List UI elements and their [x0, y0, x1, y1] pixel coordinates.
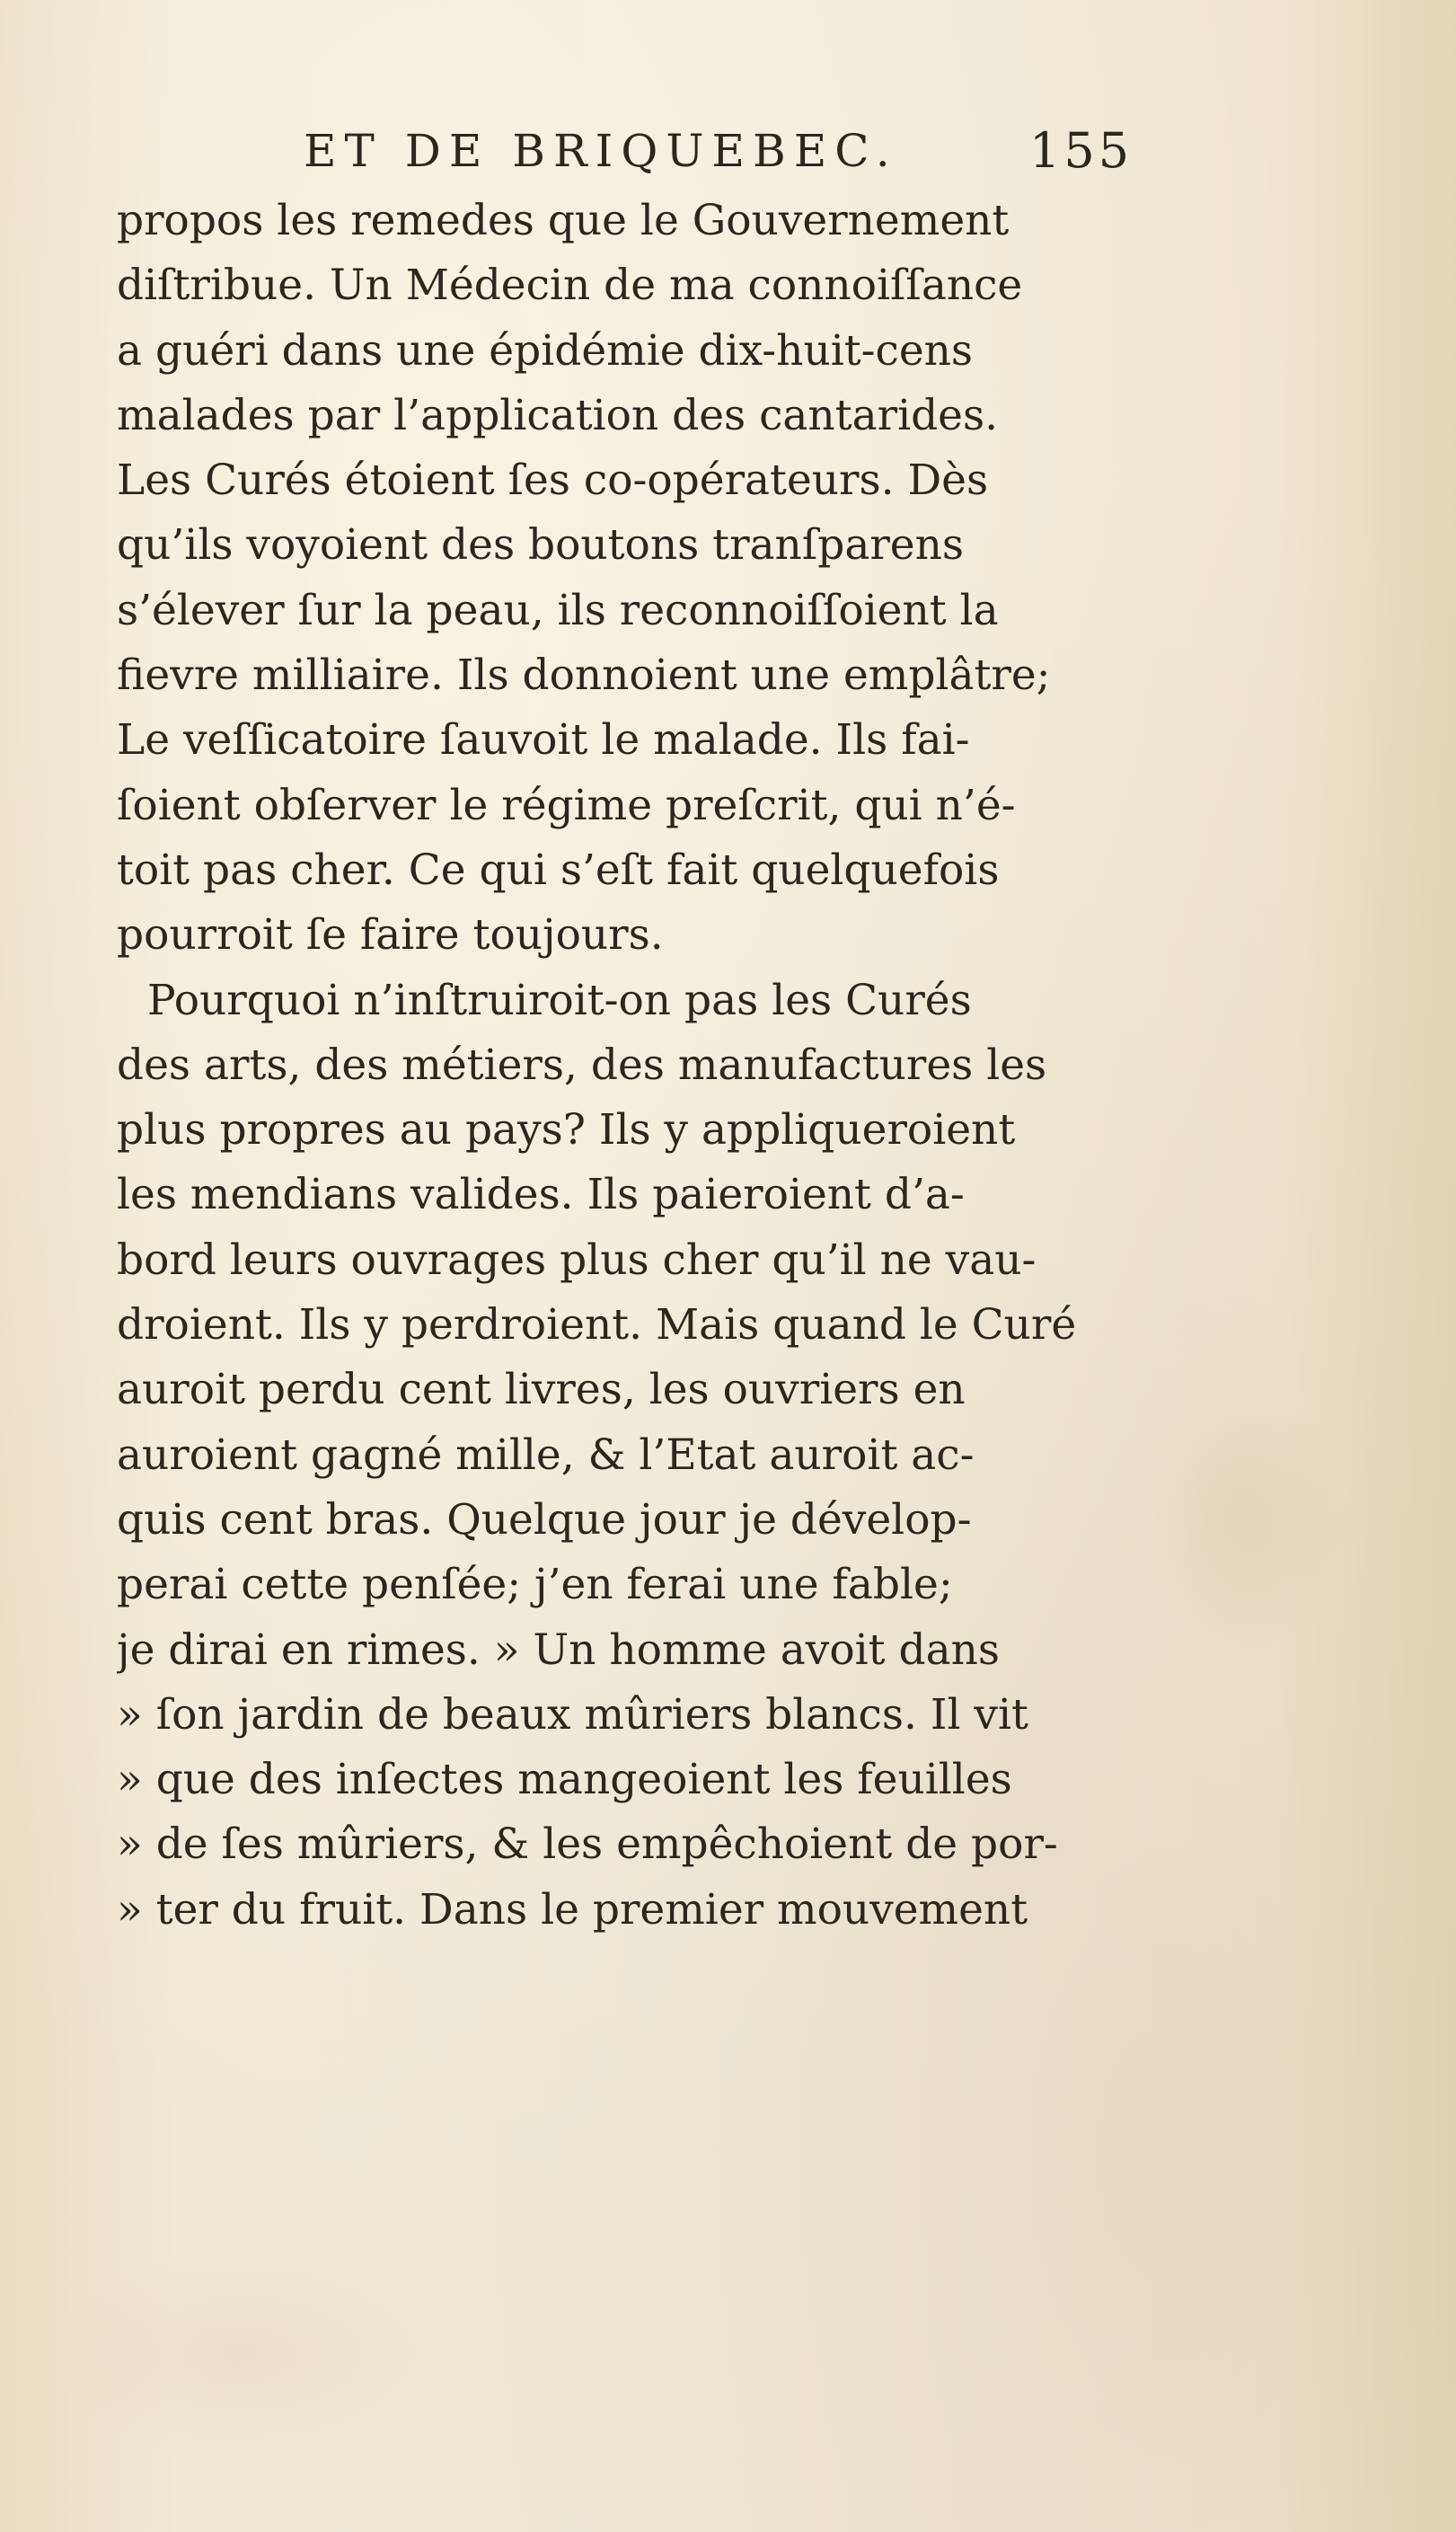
text-line: propos les remedes que le Gouvernement	[117, 196, 1010, 245]
text-line: malades par l’application des cantarides.	[117, 390, 999, 440]
quoted-line: » que des inſectes mangeoient les feuilles	[117, 1755, 1012, 1805]
text-line: les mendians valides. Ils paieroient d’a-	[117, 1170, 965, 1220]
quoted-line: » de ſes mûriers, & les empêchoient de por-	[117, 1819, 1058, 1870]
quoted-line: » ſon jardin de beaux mûriers blancs. Il vit	[117, 1689, 1028, 1740]
text-line: auroient gagné mille, & l’Etat auroit ac-	[117, 1430, 975, 1480]
text-line: droient. Ils y perdroient. Mais quand le Curé	[117, 1300, 1077, 1350]
text-line: Les Curés étoient ſes co-opérateurs. Dès	[117, 456, 989, 506]
text-line: je dirai en rimes. » Un homme avoit dans	[117, 1625, 1001, 1675]
text-line: diſtribue. Un Médecin de ma connoiſſance	[117, 261, 1023, 311]
paragraph-start-line: Pourquoi n’inſtruiroit-on pas les Curés	[147, 975, 972, 1025]
text-line: fievre milliaire. Ils donnoient une emplâtre;	[117, 651, 1051, 701]
page-number: 155	[1029, 122, 1134, 179]
text-line: pourroit ſe faire toujours.	[117, 910, 664, 961]
text-line: a guéri dans une épidémie dix-huit-cens	[117, 325, 974, 376]
page-header	[117, 115, 1195, 187]
text-line: ſoient obſerver le régime preſcrit, qui n’é-	[117, 780, 1016, 830]
running-head: ET DE BRIQUEBEC.	[304, 125, 898, 177]
paper-stain	[54, 2246, 431, 2462]
text-line: Le veſſicatoire ſauvoit le malade. Ils fai-	[117, 715, 970, 766]
text-line: perai cette penſée; j’en ferai une fable;	[117, 1560, 953, 1610]
text-line: toit pas cher. Ce qui s’eſt fait quelquefois	[117, 845, 1000, 895]
text-line: quis cent bras. Quelque jour je dévelop-	[117, 1494, 972, 1545]
text-line: qu’ils voyoient des boutons tranſparens	[117, 520, 965, 571]
body-text	[117, 189, 1141, 2120]
text-line: bord leurs ouvrages plus cher qu’il ne vau-	[117, 1235, 1037, 1285]
text-line: s’élever ſur la peau, ils reconnoiſſoient la	[117, 585, 999, 635]
text-line: auroit perdu cent livres, les ouvriers en	[117, 1365, 966, 1415]
quoted-line: » ter du fruit. Dans le premier mouvement	[117, 1884, 1028, 1934]
paper-stain	[1150, 1384, 1347, 1653]
text-line: plus propres au pays? Ils y appliqueroient	[117, 1105, 1016, 1155]
text-line: des arts, des métiers, des manufactures les	[117, 1040, 1047, 1090]
